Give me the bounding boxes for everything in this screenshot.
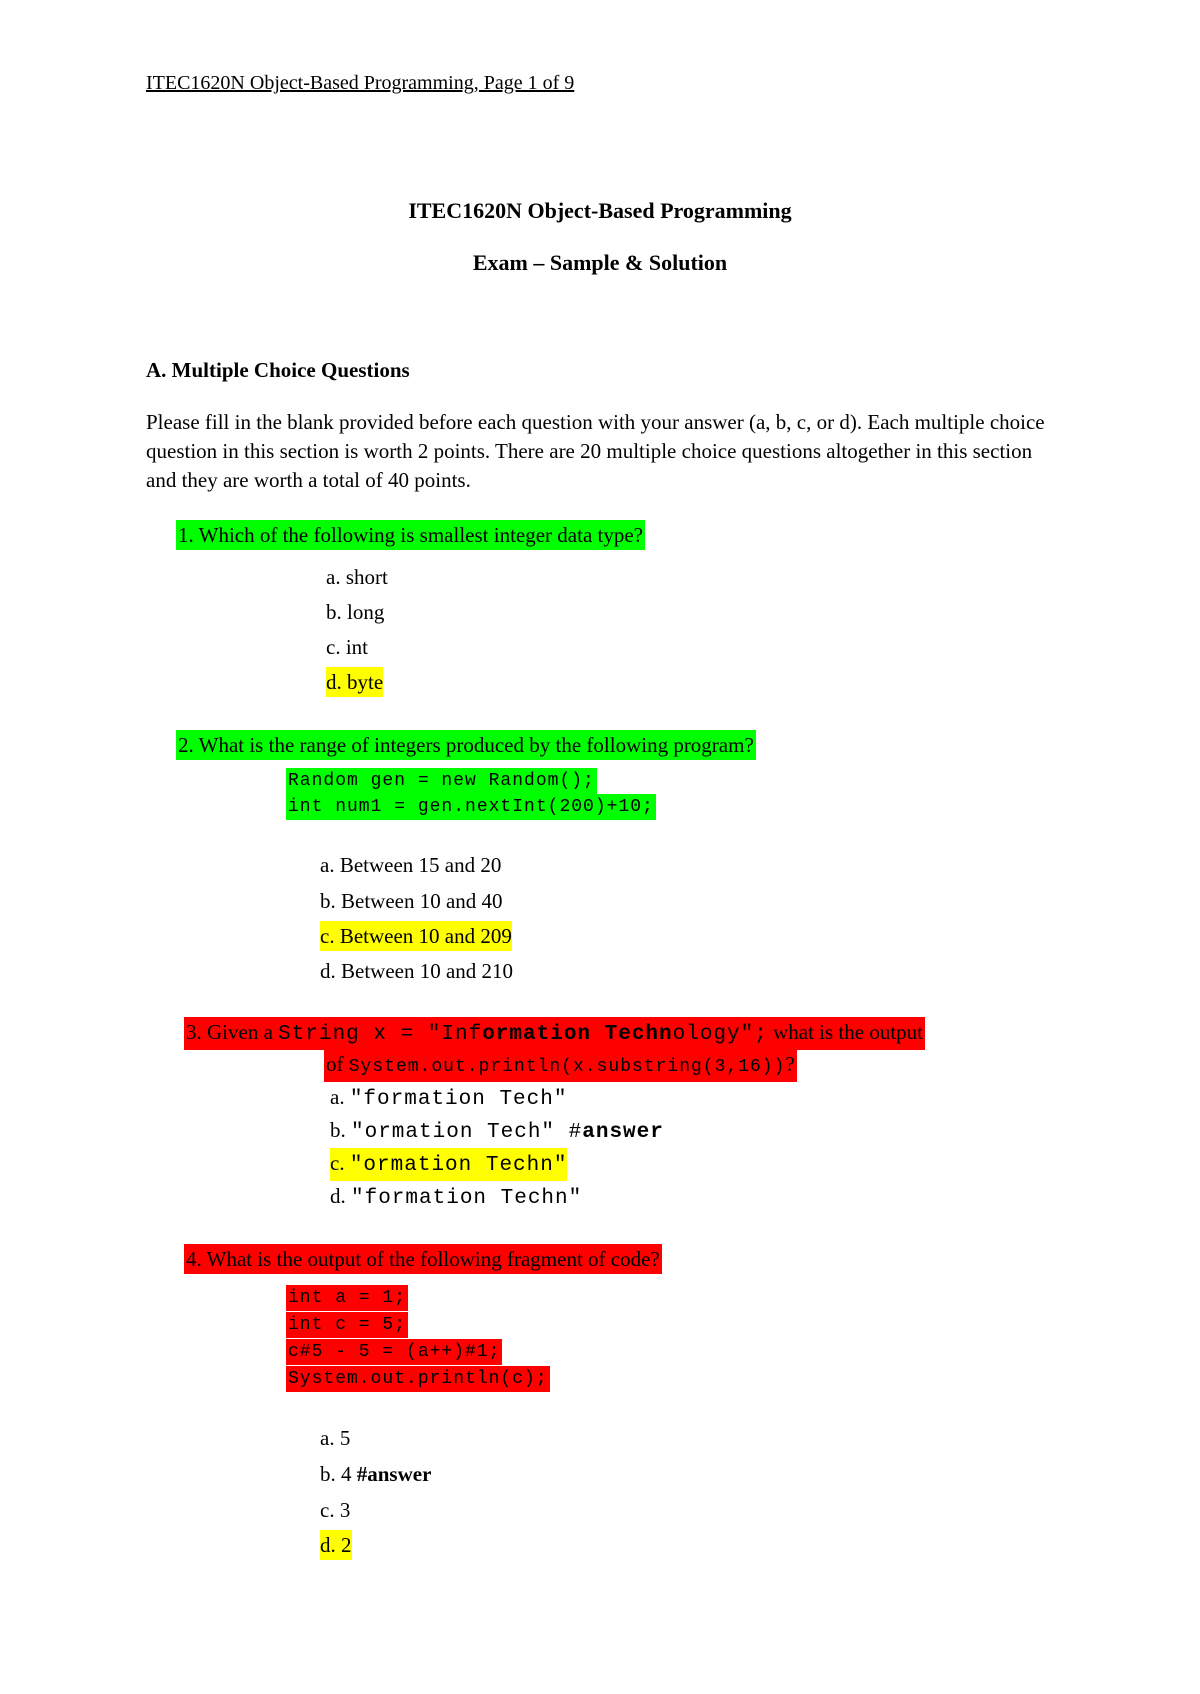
q3-answer-tag: answer (582, 1121, 664, 1144)
question-4: 4. What is the output of the following fragment of code? (184, 1244, 662, 1274)
q3-option-c-value: "ormation Techn" (349, 1154, 568, 1177)
q3-option-d-value: "formation Techn" (351, 1187, 583, 1210)
q3-option-b-value: "ormation Tech" # (351, 1121, 583, 1144)
q4-code-line-3: c#5 - 5 = (a++)#1; (286, 1339, 502, 1365)
q3-option-a-letter: a. (330, 1085, 350, 1109)
q3-of: of (326, 1052, 349, 1076)
q1-option-a: a. short (326, 565, 388, 589)
q3-type: String (278, 1023, 360, 1046)
q3-mid: what is the output (767, 1020, 924, 1044)
q2-option-c-highlighted: c. Between 10 and 209 (320, 921, 512, 951)
q3-assign-a: x = "Inf (359, 1023, 483, 1046)
q3-option-c-highlighted (330, 1148, 567, 1181)
q2-code-line-2: int num1 = gen.nextInt(200)+10; (286, 794, 656, 820)
running-header: ITEC1620N Object-Based Programming, Page 1 of 9 (146, 72, 575, 94)
exam-subtitle: Exam – Sample & Solution (472, 250, 728, 275)
q4-option-a: a. 5 (320, 1426, 351, 1450)
q4-code-line-1: int a = 1; (286, 1285, 408, 1311)
q3-prefix: 3. Given a (186, 1020, 279, 1044)
question-1: 1. Which of the following is smallest integer data type? (176, 520, 645, 550)
q3-option-b-letter: b. (330, 1118, 351, 1142)
q3-qmark: ? (785, 1052, 795, 1076)
q4-option-b-text: b. 4 (320, 1462, 357, 1486)
instructions: Please fill in the blank provided before each question with your answer (a, b, c, or d). Each multiple choice question in this section is worth 2 points. There are 20 multiple choice questions altogether in this section and they are worth a total of 40 points. (146, 410, 1045, 492)
q3-option-d-letter: d. (330, 1184, 351, 1208)
q2-option-b: b. Between 10 and 40 (320, 889, 503, 913)
q1-option-c: c. int (326, 635, 368, 659)
q3-option-b (330, 1115, 664, 1148)
q3-option-d (330, 1181, 582, 1214)
q4-option-b (320, 1459, 431, 1489)
q3-option-a (330, 1082, 567, 1115)
question-3-line-1 (184, 1017, 925, 1050)
q3-assign-c: ology"; (672, 1023, 768, 1046)
q4-code-line-2: int c = 5; (286, 1312, 408, 1338)
q2-code-line-1: Random gen = new Random(); (286, 768, 597, 794)
q4-answer-tag: #answer (356, 1462, 432, 1486)
q3-option-c-letter: c. (330, 1151, 350, 1175)
section-title: A. Multiple Choice Questions (146, 358, 410, 382)
q4-code-line-4: System.out.println(c); (286, 1366, 550, 1392)
question-2: 2. What is the range of integers produced by the following program? (176, 730, 756, 760)
q1-option-b: b. long (326, 600, 385, 624)
q4-option-c: c. 3 (320, 1498, 351, 1522)
q3-call: System.out.println(x.substring(3,16)) (348, 1057, 786, 1077)
q2-option-d: d. Between 10 and 210 (320, 959, 514, 983)
q3-assign-b: ormation Techn (482, 1023, 673, 1046)
q4-option-d-highlighted: d. 2 (320, 1530, 352, 1560)
q3-option-a-value: "formation Tech" (349, 1088, 568, 1111)
q1-option-d-highlighted: d. byte (326, 667, 383, 697)
course-title: ITEC1620N Object-Based Programming (408, 198, 792, 223)
q2-option-a: a. Between 15 and 20 (320, 853, 502, 877)
question-3-line-2 (324, 1049, 797, 1082)
